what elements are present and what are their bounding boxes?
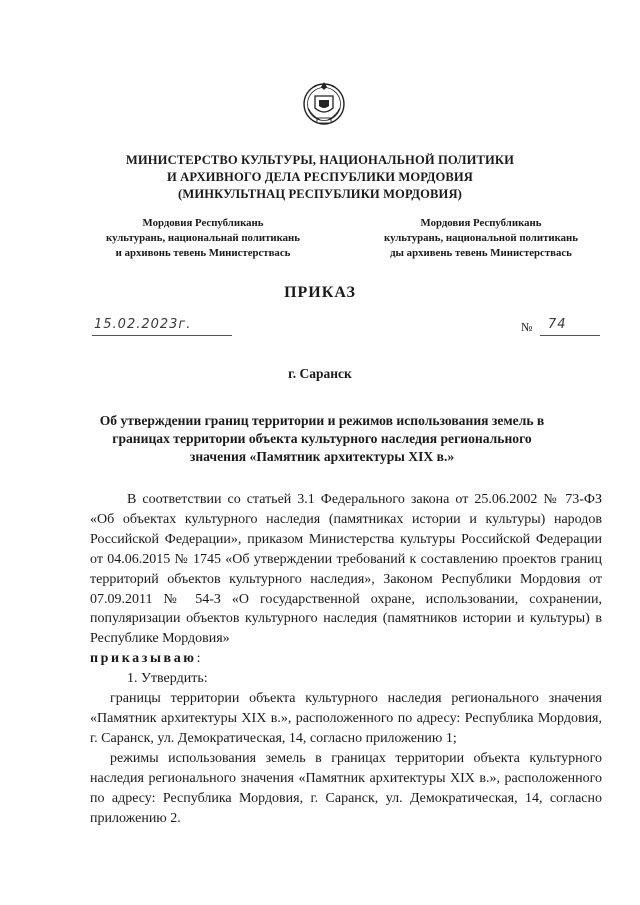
- document-title: ПРИКАЗ: [284, 284, 356, 301]
- subject-line-2: границах территории объекта культурного наследия регионального: [112, 431, 532, 446]
- order-date: [92, 318, 232, 338]
- moksha-line-3: и архивонь тевень Министерствась: [115, 247, 291, 259]
- erzya-line-1: Мордовия Республикань: [420, 217, 542, 229]
- erzya-line-3: ды архивень тевень Министерствась: [390, 247, 572, 259]
- ministry-line-1: МИНИСТЕРСТВО КУЛЬТУРЫ, НАЦИОНАЛЬНОЙ ПОЛИТИКИ: [125, 153, 515, 167]
- moksha-line-2: культурань, национальнай политикань: [106, 232, 300, 244]
- moksha-line-1: Мордовия Республикань: [142, 217, 264, 229]
- order-number-label: №: [521, 320, 533, 334]
- order-subject: [88, 412, 556, 466]
- order-number-value: 74: [548, 317, 567, 332]
- prikazyvayu-word: приказываю: [90, 651, 197, 667]
- ministry-line-3: (МИНКУЛЬТНАЦ РЕСПУБЛИКИ МОРДОВИЯ): [178, 187, 462, 201]
- item-1-land-use-regimes: режимы использования земель в границах территории объекта культурного наследия регионального значения «Памятник архитектуры XIX в.», расположенного по адресу: Республика Мордовия, г. Саранск, ул. Демократическая, 14, согласно приложению 2.: [90, 750, 602, 826]
- date-underline: [92, 335, 232, 336]
- number-underline: [540, 335, 600, 336]
- order-number: [540, 318, 600, 338]
- subject-line-1: Об утверждении границ территории и режимов использования земель в: [99, 413, 545, 428]
- city: г. Саранск: [288, 366, 352, 381]
- prikazyvayu-colon: :: [196, 651, 201, 667]
- erzya-line-2: культурань, национальной политикань: [384, 232, 578, 244]
- ministry-name-moksha: [68, 216, 338, 261]
- item-1-boundaries: границы территории объекта культурного наследия регионального значения «Памятник архитектуры XIX в.», расположенного по адресу: Республика Мордовия, г. Саранск, ул. Демократическая, 14, согласно приложению 1;: [90, 691, 602, 746]
- ministry-line-2: И АРХИВНОГО ДЕЛА РЕСПУБЛИКИ МОРДОВИЯ: [167, 170, 473, 184]
- ministry-name-erzya: [346, 216, 616, 261]
- order-body: [90, 490, 602, 828]
- item-1: 1. Утвердить:: [127, 671, 208, 687]
- subject-line-3: значения «Памятник архитектуры XIX в.»: [189, 449, 455, 464]
- coat-of-arms-icon: [302, 78, 346, 128]
- order-date-value: 15.02.2023г.: [94, 317, 192, 332]
- preamble-text: В соответствии со статьей 3.1 Федерального закона от 25.06.2002 № 73-ФЗ «Об объектах культурного наследия (памятниках истории и культуры) народов Российской Федерации», приказом Министерства культуры Российской Федерации от 04.06.2015 № 1745 «Об утверждении требований к составлению проектов границ территорий объектов культурного наследия», Законом Республики Мордовия от 07.09.2011 № 54-З «О государственной охране, использовании, сохранении, популяризации объектов культурного наследия (памятников истории и культуры) в Республике Мордовия»: [90, 492, 602, 647]
- preamble-paragraph: [90, 490, 602, 669]
- ministry-name: [0, 152, 640, 203]
